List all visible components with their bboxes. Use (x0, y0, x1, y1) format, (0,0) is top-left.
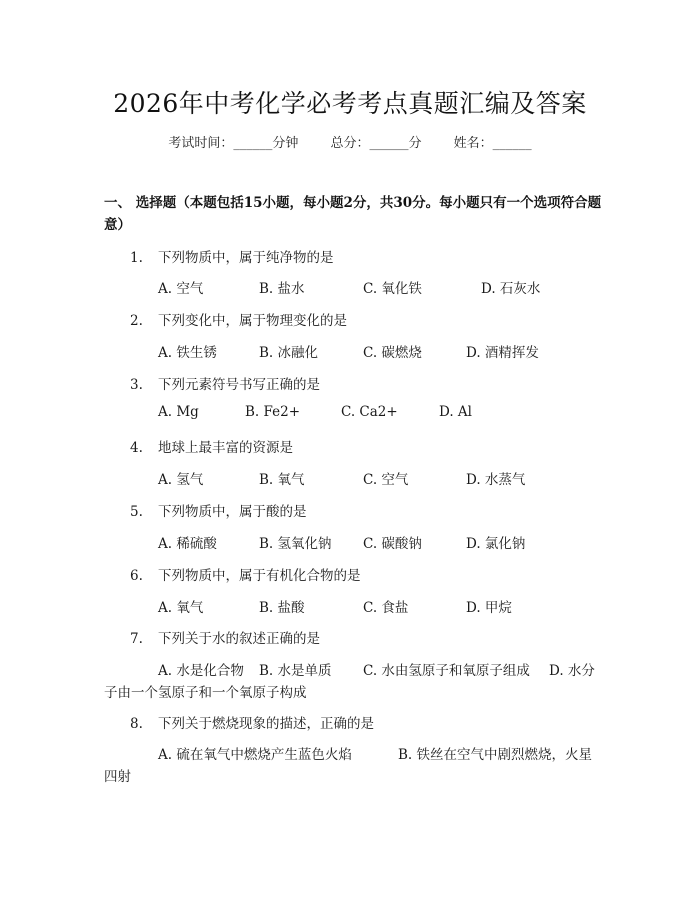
question-text: 下列物质中，属于纯净物的是 (158, 250, 334, 266)
option-a: A. 硫在氧气中燃烧产生蓝色火焰 (158, 747, 352, 763)
option-a: A. Mg (158, 404, 199, 420)
question-1 (130, 246, 334, 266)
question-text: 下列变化中，属于物理变化的是 (158, 313, 347, 329)
option-a: A. 稀硫酸 (158, 536, 217, 552)
exam-time-field: 考试时间：______分钟 (168, 136, 299, 151)
question-6 (130, 564, 361, 584)
question-text: 地球上最丰富的资源是 (158, 440, 293, 456)
option-b: B. 水是单质 (259, 663, 332, 679)
question-8 (130, 712, 374, 732)
question-7-continuation: 子由一个氢原子和一个氧原子构成 (104, 685, 307, 701)
option-d: D. 甲烷 (466, 600, 512, 616)
question-number: 3. (130, 377, 143, 393)
option-c: C. 碳燃烧 (363, 345, 422, 361)
question-text: 下列物质中，属于酸的是 (158, 504, 307, 520)
question-number: 4. (130, 440, 143, 456)
question-2 (130, 309, 347, 329)
option-b: B. 氢氧化钠 (259, 536, 332, 552)
total-score-field: 总分：______分 (330, 136, 422, 151)
option-b: B. 盐酸 (259, 600, 305, 616)
option-a: A. 铁生锈 (158, 345, 217, 361)
question-text: 下列关于水的叙述正确的是 (158, 631, 320, 647)
student-name-field: 姓名：______ (453, 136, 532, 151)
option-d: D. 水蒸气 (466, 472, 526, 488)
option-b: B. 盐水 (259, 281, 305, 297)
page-title: 2026年中考化学必考考点真题汇编及答案 (113, 89, 587, 118)
option-b: B. 冰融化 (259, 345, 319, 361)
option-c: C. 碳酸钠 (363, 536, 422, 552)
option-c: C. Ca2+ (341, 404, 398, 420)
question-number: 5. (130, 504, 143, 520)
question-8-continuation: 四射 (104, 769, 131, 785)
question-text: 下列物质中，属于有机化合物的是 (158, 568, 361, 584)
question-text: 下列关于燃烧现象的描述，正确的是 (158, 716, 374, 732)
option-b: B. 氧气 (259, 472, 305, 488)
option-c: C. 空气 (363, 472, 409, 488)
question-number: 8. (130, 716, 143, 732)
question-number: 1. (130, 250, 143, 266)
exam-meta (0, 132, 700, 151)
question-text: 下列元素符号书写正确的是 (158, 377, 320, 393)
option-d: D. 水分 (549, 663, 595, 679)
question-number: 2. (130, 313, 143, 329)
option-c: C. 食盐 (363, 600, 409, 616)
option-b: B. 铁丝在空气中剧烈燃烧，火星 (398, 747, 593, 763)
question-4 (130, 436, 293, 456)
option-d: D. Al (439, 404, 472, 420)
option-d: D. 酒精挥发 (466, 345, 539, 361)
option-c: C. 氧化铁 (363, 281, 422, 297)
option-d: D. 石灰水 (481, 281, 541, 297)
option-a: A. 氢气 (158, 472, 204, 488)
section-heading: 一、 选择题（本题包括15小题，每小题2分，共30分。每小题只有一个选项符合题意） (104, 195, 602, 233)
option-a: A. 氧气 (158, 600, 204, 616)
option-a: A. 水是化合物 (158, 663, 244, 679)
option-d: D. 氯化钠 (466, 536, 526, 552)
question-7 (130, 627, 320, 647)
question-3 (130, 373, 320, 393)
option-c: C. 水由氢原子和氧原子组成 (363, 663, 530, 679)
question-number: 6. (130, 568, 143, 584)
question-number: 7. (130, 631, 143, 647)
question-5 (130, 500, 307, 520)
option-a: A. 空气 (158, 281, 204, 297)
option-b: B. Fe2+ (245, 404, 301, 420)
